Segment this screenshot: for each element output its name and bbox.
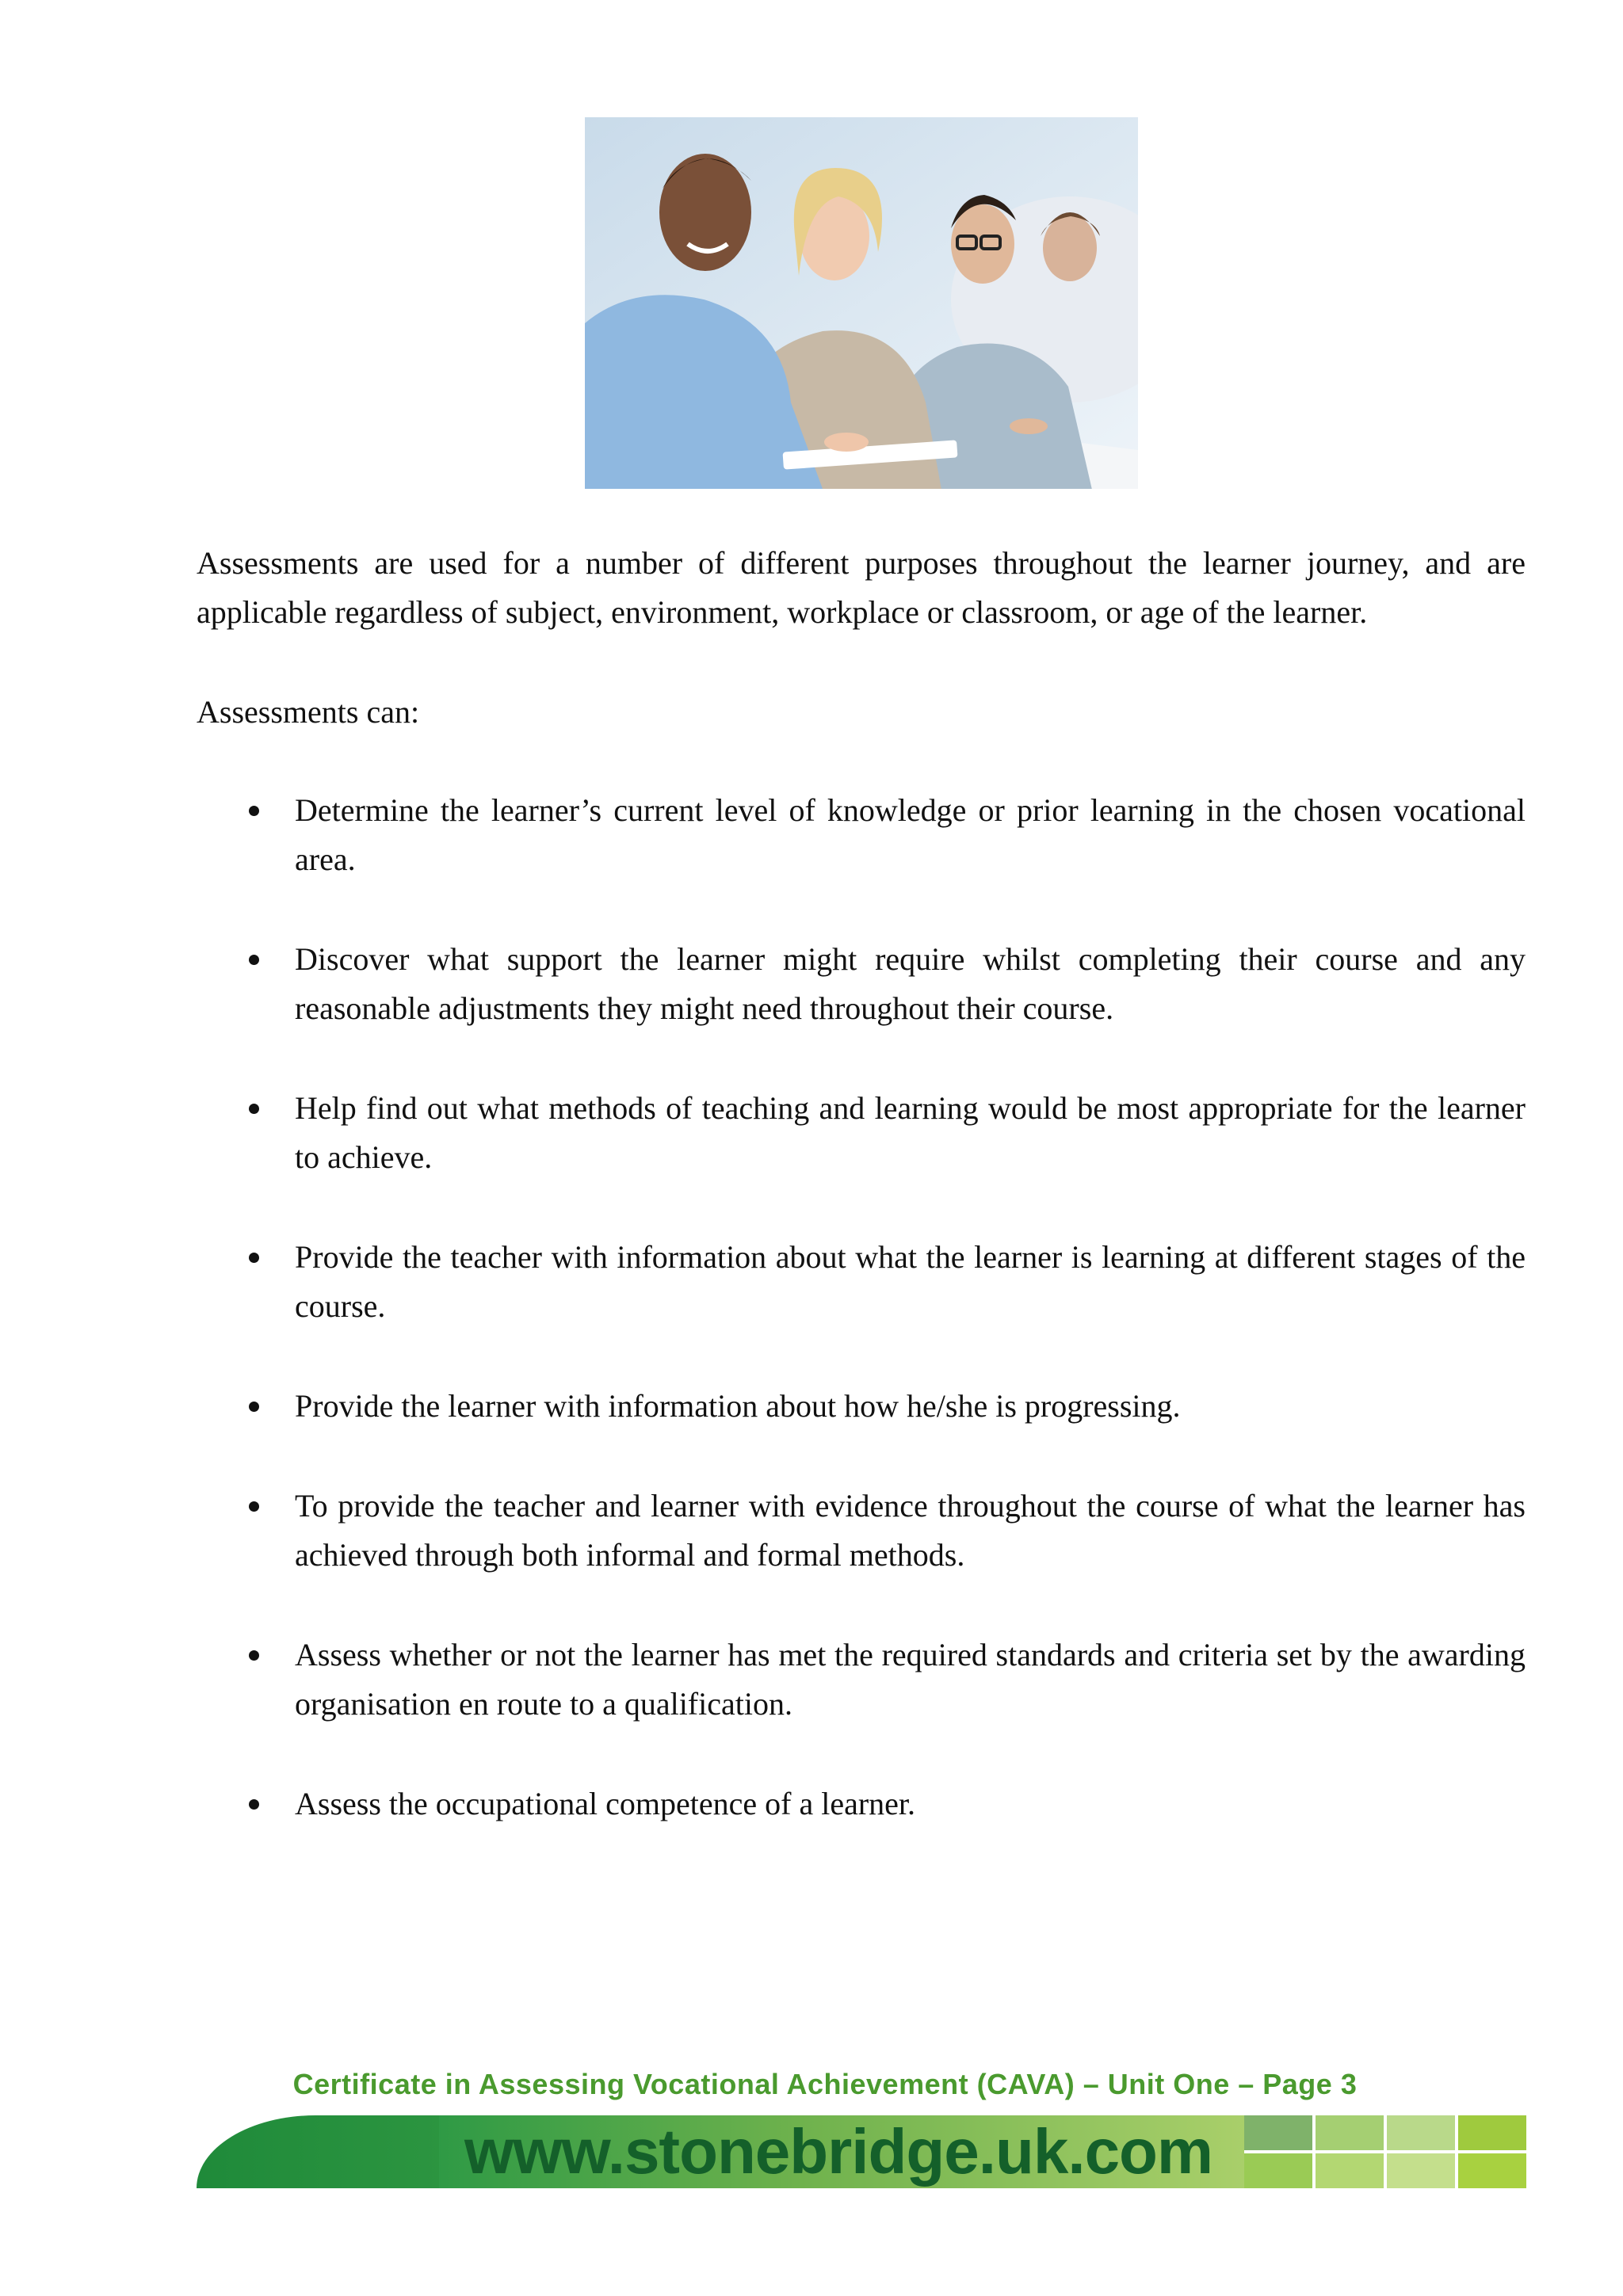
- list-item-text: Provide the teacher with information about what the learner is learning at different stages of the course.: [295, 1239, 1526, 1324]
- body-content: [197, 539, 1526, 1879]
- grid-cell: [1244, 2153, 1312, 2188]
- list-item: [197, 935, 1526, 1033]
- list-item-text: Assess whether or not the learner has met the required standards and criteria set by the awarding organisation en route to a qualification.: [295, 1637, 1526, 1722]
- footer-title: Certificate in Assessing Vocational Achievement (CAVA) – Unit One – Page 3: [292, 2068, 1358, 2100]
- list-item-text: Discover what support the learner might require whilst completing their course and any reasonable adjustments they might need throughout their course.: [295, 941, 1526, 1026]
- learners-photo-illustration: [585, 117, 1138, 489]
- grid-cell: [1244, 2115, 1312, 2150]
- footer-banner: [197, 2115, 1526, 2188]
- list-item: [197, 1630, 1526, 1729]
- list-item: [197, 1233, 1526, 1331]
- bullet-icon: [249, 1104, 259, 1114]
- learners-photo: [585, 117, 1138, 489]
- bullet-icon: [249, 1253, 259, 1263]
- list-item: [197, 1382, 1526, 1431]
- lead-paragraph: Assessments can:: [197, 694, 420, 730]
- list-item-text: To provide the teacher and learner with evidence throughout the course of what the learner has achieved through both informal and formal methods.: [295, 1488, 1526, 1573]
- banner-curve: [197, 2115, 442, 2188]
- list-item-text: Assess the occupational competence of a learner.: [295, 1786, 916, 1821]
- bullet-icon: [249, 955, 259, 965]
- intro-paragraph: Assessments are used for a number of different purposes throughout the learner journey, and are applicable regardless of subject, environment, workplace or classroom, or age of the learner.: [197, 545, 1526, 630]
- list-item: [197, 1482, 1526, 1580]
- grid-cell: [1316, 2153, 1384, 2188]
- list-item-text: Determine the learner’s current level of knowledge or prior learning in the chosen vocational area.: [295, 792, 1526, 877]
- bullet-icon: [249, 806, 259, 816]
- website-link[interactable]: www.stonebridge.uk.com: [464, 2116, 1213, 2187]
- bullet-icon: [249, 1799, 259, 1810]
- grid-cell: [1458, 2153, 1526, 2188]
- grid-cell: [1387, 2115, 1455, 2150]
- list-item: [197, 1779, 1526, 1829]
- list-item: [197, 786, 1526, 884]
- grid-cell: [1316, 2115, 1384, 2150]
- bullet-icon: [249, 1402, 259, 1412]
- grid-cell: [1387, 2153, 1455, 2188]
- grid-cell: [1458, 2115, 1526, 2150]
- bullet-icon: [249, 1501, 259, 1512]
- bullet-icon: [249, 1650, 259, 1661]
- assessment-purposes-list: [197, 786, 1526, 1829]
- list-item-text: Help find out what methods of teaching and learning would be most appropriate for the learner to achieve.: [295, 1090, 1526, 1175]
- list-item-text: Provide the learner with information about how he/she is progressing.: [295, 1388, 1181, 1424]
- banner-grid-decoration: [1244, 2115, 1526, 2188]
- list-item: [197, 1084, 1526, 1182]
